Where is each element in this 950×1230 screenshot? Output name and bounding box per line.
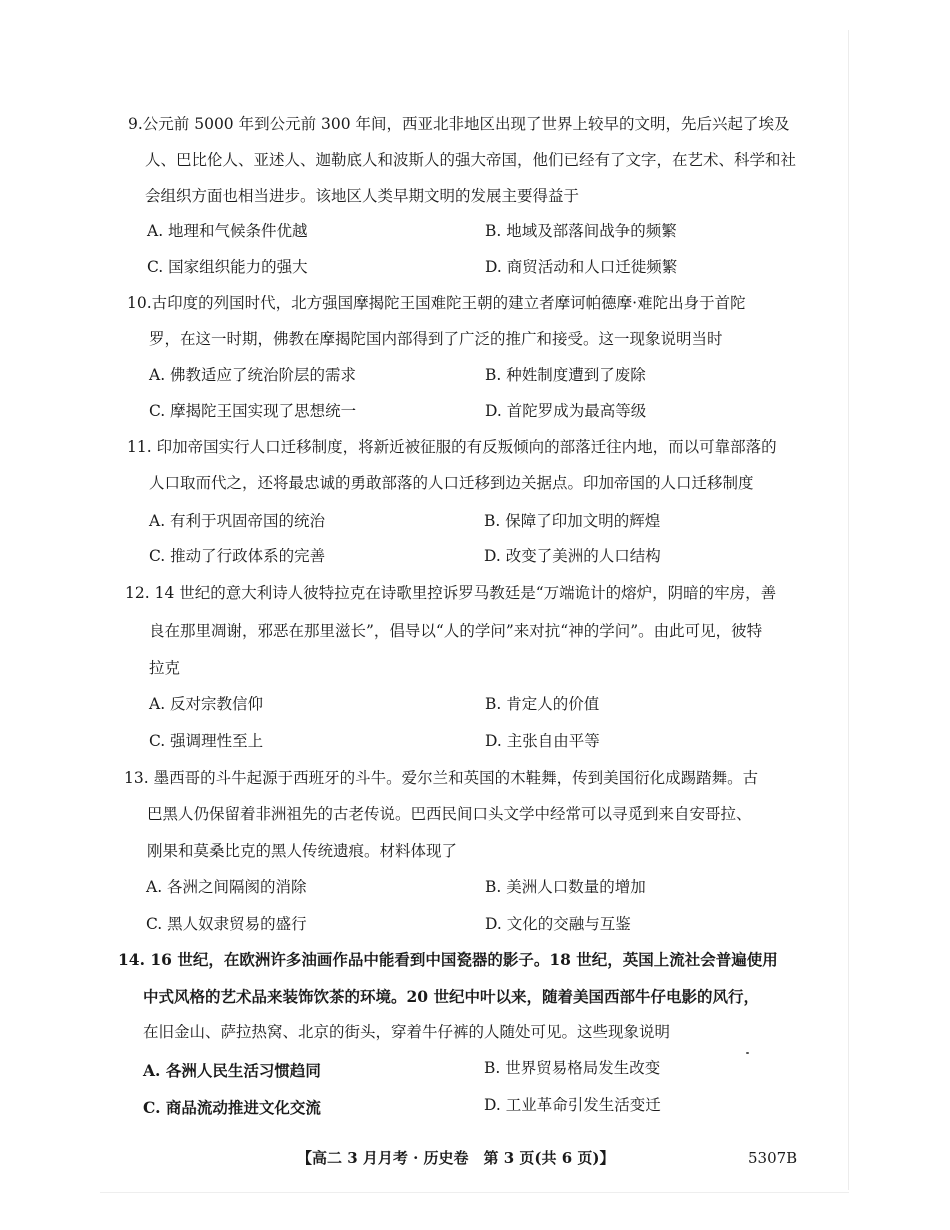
option-c: C. 推动了行政体系的完善 — [149, 547, 326, 565]
question-stem-line: 9.公元前 5000 年到公元前 300 年间，西亚北非地区出现了世界上较早的文明，先后兴起了埃及 — [128, 115, 790, 133]
question-stem-line: 巴黑人仍保留着非洲祖先的古老传说。巴西民间口头文学中经常可以寻觅到来自安哥拉、 — [147, 805, 752, 823]
question-stem-line: 会组织方面也相当进步。该地区人类早期文明的发展主要得益于 — [145, 187, 580, 205]
question-stem-line: 11. 印加帝国实行人口迁移制度，将新近被征服的有反叛倾向的部落迁往内地，而以可靠部落的 — [127, 438, 777, 456]
question-stem-line: 中式风格的艺术品来装饰饮茶的环境。20 世纪中叶以来，随着美国西部牛仔电影的风行， — [143, 987, 759, 1006]
question-stem-line: 人口取而代之，还将最忠诚的勇敢部落的人口迁移到边关据点。印加帝国的人口迁移制度 — [149, 474, 754, 492]
option-d: D. 首陀罗成为最高等级 — [485, 402, 647, 420]
question-stem-line: 10.古印度的列国时代，北方强国摩揭陀王国难陀王朝的建立者摩诃帕德摩·难陀出身于首陀 — [127, 294, 746, 312]
question-stem-line: 人、巴比伦人、亚述人、迦勒底人和波斯人的强大帝国，他们已经有了文字，在艺术、科学和社 — [145, 151, 797, 169]
footer-code: 5307B — [748, 1149, 798, 1167]
scan-speck — [746, 1052, 749, 1054]
question-stem-line: 拉克 — [149, 659, 181, 677]
option-a: A. 各洲之间隔阂的消除 — [146, 878, 307, 896]
option-a: A. 地理和气候条件优越 — [147, 222, 308, 240]
question-stem-line: 罗，在这一时期，佛教在摩揭陀国内部得到了广泛的推广和接受。这一现象说明当时 — [149, 330, 723, 348]
question-stem-line: 刚果和莫桑比克的黑人传统遗痕。材料体现了 — [147, 842, 458, 860]
option-c: C. 国家组织能力的强大 — [147, 258, 308, 276]
option-a: A. 反对宗教信仰 — [149, 695, 264, 713]
option-b: B. 肯定人的价值 — [485, 695, 600, 713]
option-b: B. 保障了印加文明的辉煌 — [484, 512, 661, 530]
option-c: C. 摩揭陀王国实现了思想统一 — [149, 402, 357, 420]
option-b: B. 美洲人口数量的增加 — [485, 878, 646, 896]
option-a: A. 有利于巩固帝国的统治 — [149, 512, 326, 530]
option-b: B. 地域及部落间战争的频繁 — [485, 222, 677, 240]
option-a: A. 佛教适应了统治阶层的需求 — [149, 366, 357, 384]
option-d: D. 主张自由平等 — [485, 732, 600, 750]
question-stem-line: 在旧金山、萨拉热窝、北京的街头，穿着牛仔裤的人随处可见。这些现象说明 — [143, 1023, 671, 1041]
question-stem-line: 12. 14 世纪的意大利诗人彼特拉克在诗歌里控诉罗马教廷是“万端诡计的熔炉，阴暗的牢房，善 — [125, 584, 777, 602]
option-c: C. 黑人奴隶贸易的盛行 — [146, 915, 307, 933]
option-d: D. 文化的交融与互鉴 — [485, 915, 631, 933]
page-bottom-edge — [100, 1192, 849, 1193]
question-stem-line: 14. 16 世纪，在欧洲许多油画作品中能看到中国瓷器的影子。18 世纪，英国上流社会普遍使用 — [118, 950, 778, 969]
question-stem-line: 13. 墨西哥的斗牛起源于西班牙的斗牛。爱尔兰和英国的木鞋舞，传到美国衍化成踢踏舞。古 — [124, 769, 759, 787]
option-a: A. 各洲人民生活习惯趋同 — [143, 1061, 321, 1080]
option-b: B. 种姓制度遭到了废除 — [485, 366, 646, 384]
option-d: D. 工业革命引发生活变迁 — [484, 1096, 661, 1114]
question-stem-line: 良在那里凋谢，邪恶在那里滋长”，倡导以“人的学问”来对抗“神的学问”。由此可见，彼特 — [149, 622, 763, 640]
option-c: C. 商品流动推进文化交流 — [143, 1098, 321, 1117]
footer-title: 【高二 3 月月考 · 历史卷 第 3 页(共 6 页)】 — [297, 1149, 615, 1167]
page-edge — [848, 30, 849, 1190]
option-d: D. 商贸活动和人口迁徙频繁 — [485, 258, 678, 276]
option-d: D. 改变了美洲的人口结构 — [484, 547, 661, 565]
option-b: B. 世界贸易格局发生改变 — [484, 1059, 661, 1077]
option-c: C. 强调理性至上 — [149, 732, 264, 750]
